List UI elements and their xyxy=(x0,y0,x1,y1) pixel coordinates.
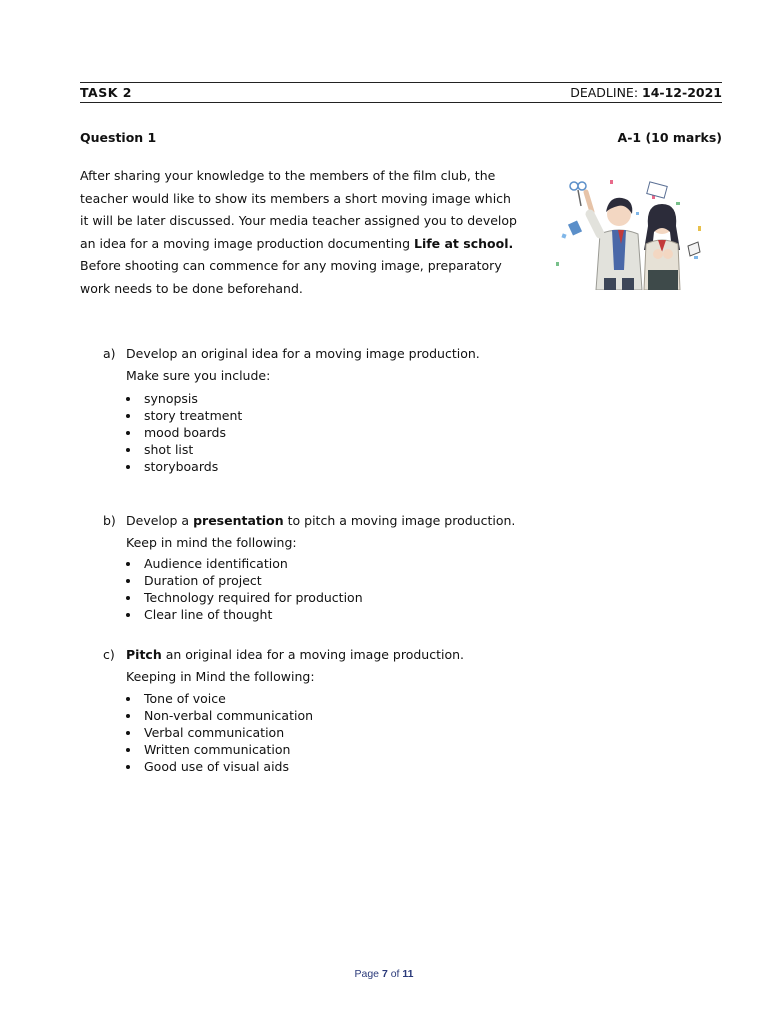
list-item: storyboards xyxy=(125,458,242,475)
bullet-list xyxy=(125,690,313,775)
list-item: Written communication xyxy=(125,741,313,758)
item-letter: c) xyxy=(103,647,115,662)
question-marks: A-1 (10 marks) xyxy=(617,130,722,145)
intro-line: Before shooting can commence for any moving image, preparatory xyxy=(80,258,502,273)
list-item: shot list xyxy=(125,441,242,458)
deadline-label: DEADLINE: xyxy=(570,85,639,100)
intro-line: teacher would like to show its members a short moving image which xyxy=(80,190,511,206)
deadline-value: 14-12-2021 xyxy=(642,85,722,100)
students-illustration xyxy=(548,172,720,290)
item-letter: b) xyxy=(103,513,116,528)
item-letter: a) xyxy=(103,346,116,361)
item-stem-emphasis: Pitch xyxy=(126,647,162,662)
page-word: Page xyxy=(354,968,380,980)
intro-line-text: an idea for a moving image production documenting xyxy=(80,235,414,251)
item-stem: Develop an original idea for a moving image production. xyxy=(126,346,480,361)
intro-emphasis: Life at school. xyxy=(413,235,514,251)
list-item: Non-verbal communication xyxy=(125,707,313,724)
header-top-rule xyxy=(80,82,722,83)
list-item: Verbal communication xyxy=(125,724,313,741)
item-subheading: Make sure you include: xyxy=(126,368,271,383)
question-row xyxy=(80,130,722,145)
intro-line xyxy=(80,233,542,256)
intro-line: it will be later discussed. Your media teacher assigned you to develop xyxy=(80,213,517,228)
list-item: Technology required for production xyxy=(125,589,363,606)
list-item: Good use of visual aids xyxy=(125,758,313,775)
list-item: Tone of voice xyxy=(125,690,313,707)
header-bar xyxy=(80,85,722,100)
page-footer xyxy=(0,968,768,980)
question-title: Question 1 xyxy=(80,130,157,145)
item-stem-emphasis: presentation xyxy=(193,513,284,528)
list-item: Clear line of thought xyxy=(125,606,363,623)
bullet-list xyxy=(125,390,242,475)
deadline xyxy=(570,85,722,100)
item-stem-text: to pitch a moving image production. xyxy=(283,513,516,528)
item-subheading: Keeping in Mind the following: xyxy=(126,669,315,684)
intro-paragraph xyxy=(80,165,542,300)
task-label: TASK 2 xyxy=(80,85,132,100)
list-item: Duration of project xyxy=(125,572,363,589)
intro-line: After sharing your knowledge to the members of the film club, the xyxy=(80,168,496,183)
item-stem xyxy=(126,513,515,528)
item-stem-text: an original idea for a moving image production. xyxy=(161,647,465,662)
list-item: story treatment xyxy=(125,407,242,424)
header-bottom-rule xyxy=(80,102,722,103)
intro-line: work needs to be done beforehand. xyxy=(80,280,303,296)
of-word: of xyxy=(390,968,400,980)
page-total: 11 xyxy=(402,968,414,980)
page-number: 7 xyxy=(381,968,388,980)
students-celebrating-illustration xyxy=(548,172,720,290)
bullet-list xyxy=(125,555,363,623)
item-stem-text: Develop a xyxy=(126,513,194,528)
list-item: synopsis xyxy=(125,390,242,407)
item-stem xyxy=(126,647,464,662)
item-subheading: Keep in mind the following: xyxy=(126,535,297,550)
list-item: Audience identification xyxy=(125,555,363,572)
list-item: mood boards xyxy=(125,424,242,441)
